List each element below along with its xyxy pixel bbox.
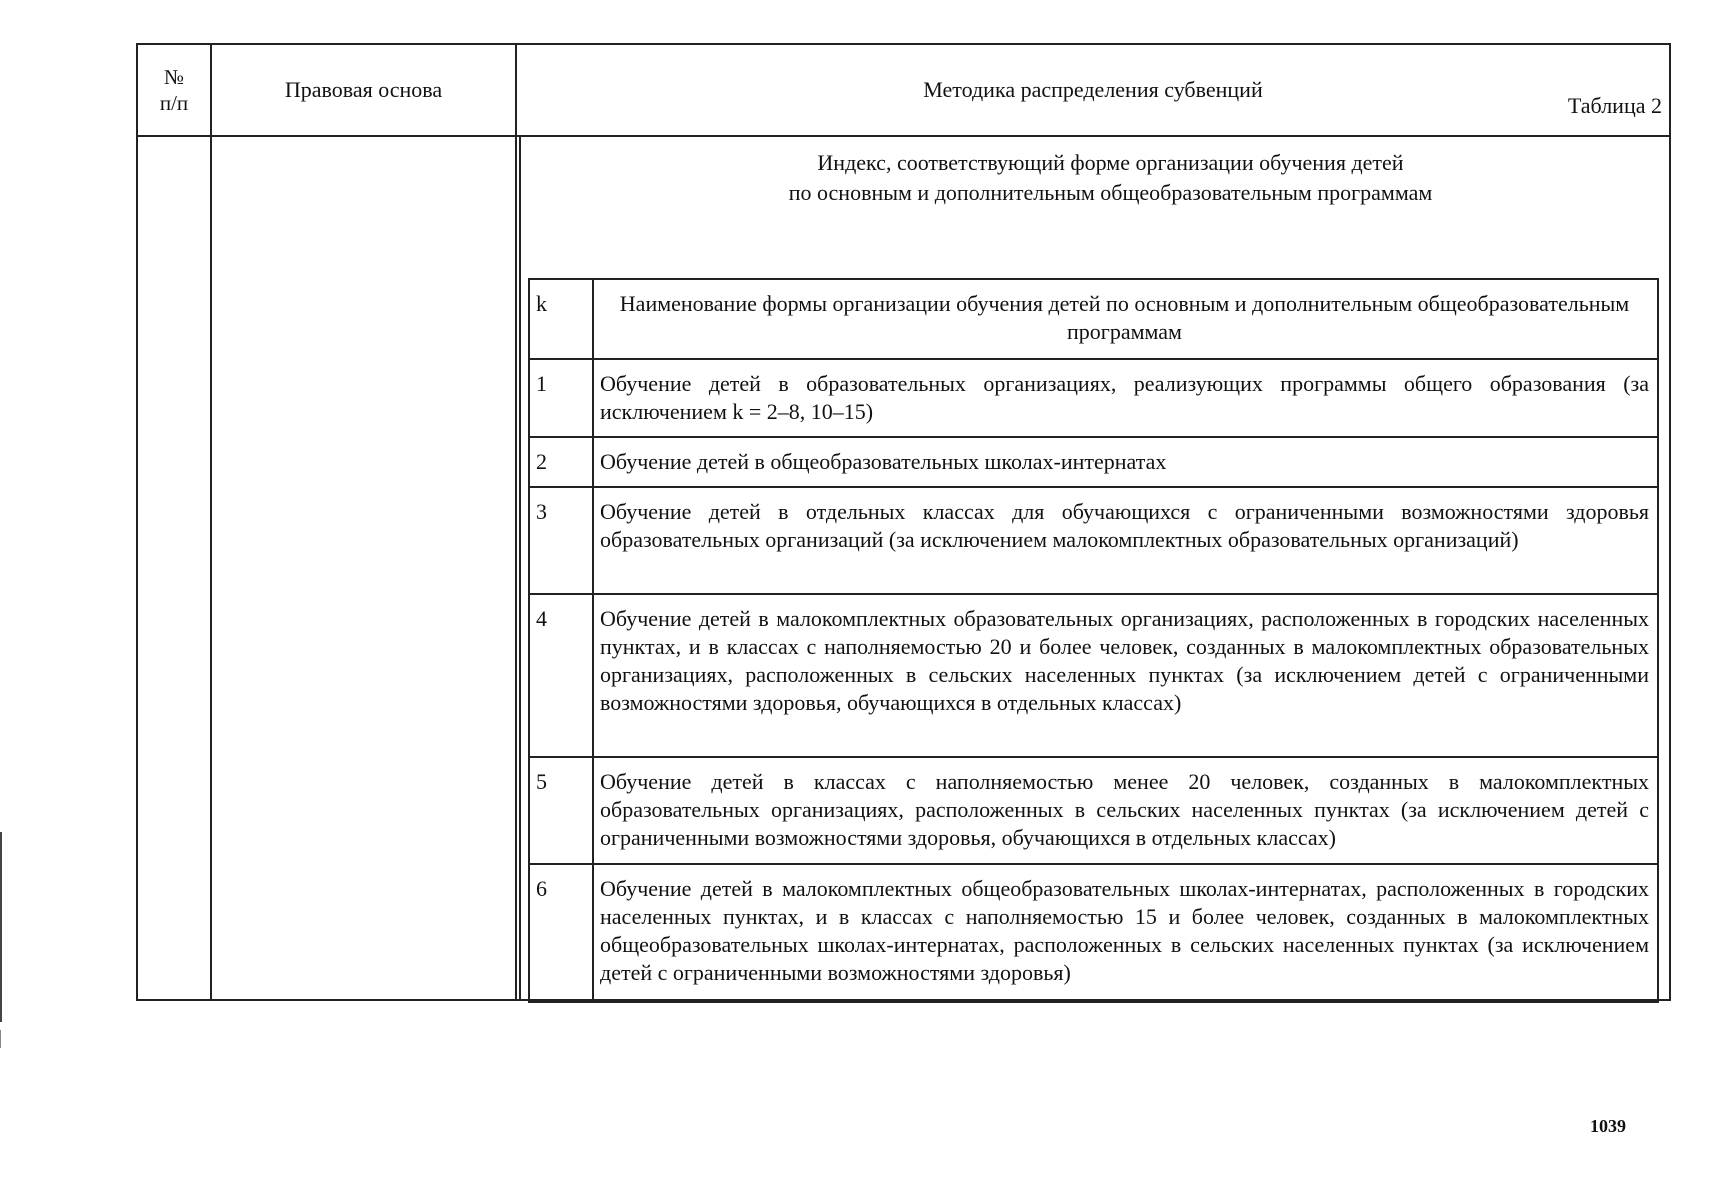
name-column-header: Наименование формы организации обучения детей по основным и дополнительным общеобразовательным программам: [619, 291, 1630, 344]
header-methodology: [517, 45, 1669, 135]
row-k-value: 3: [530, 488, 594, 593]
table-row: [530, 595, 1657, 758]
index-table: [528, 278, 1659, 1003]
caption-line-1: Индекс, соответствующий форме организации обучения детей: [817, 150, 1404, 175]
column-divider: [210, 45, 212, 999]
table-row: [530, 360, 1657, 438]
header-number-abbrev: п/п: [159, 91, 189, 115]
row-k-value: 4: [530, 595, 594, 756]
row-k-value: 2: [530, 438, 594, 486]
k-column-header: k: [530, 280, 594, 358]
column-divider: [519, 135, 521, 999]
page-number: 1039: [1590, 1116, 1626, 1136]
table-row: [530, 865, 1657, 1001]
header-methodology-label: Методика распределения субвенций: [923, 77, 1263, 102]
table-caption: [515, 148, 1706, 208]
header-legal-basis: [212, 45, 515, 135]
row-description: Обучение детей в общеобразовательных школах-интернатах: [600, 449, 1167, 474]
table-number-label: Таблица 2: [1567, 93, 1662, 118]
header-divider: [138, 135, 1669, 137]
caption-line-2: по основным и дополнительным общеобразовательным программам: [788, 180, 1433, 205]
header-legal-basis-label: Правовая основа: [284, 77, 443, 102]
header-number-symbol: №: [163, 65, 185, 89]
row-description: Обучение детей в классах с наполняемостью менее 20 человек, созданных в малокомплектных образовательных организациях, расположенных в сельских населенных пунктах (за исключением детей с ограниченными возможностями здоровья, обучающихся в отдельных классах): [600, 769, 1649, 850]
table-row: [530, 488, 1657, 595]
scan-edge-mark: [0, 1030, 1, 1048]
row-description: Обучение детей в образовательных организациях, реализующих программы общего образования (за исключением k = 2–8, 10–15): [600, 371, 1649, 424]
table-row: [530, 758, 1657, 865]
row-k-value: 6: [530, 865, 594, 1001]
row-description: Обучение детей в малокомплектных образовательных организациях, расположенных в городских населенных пунктах, и в классах с наполняемостью 20 и более человек, созданных в малокомплектных образовательных организациях, расположенных в сельских населенных пунктах (за исключением детей с ограниченными возможностями здоровья, обучающихся в отдельных классах): [600, 606, 1649, 715]
index-table-header-row: [530, 280, 1657, 360]
row-k-value: 5: [530, 758, 594, 863]
scan-edge-mark: [0, 832, 2, 1022]
table-row: [530, 438, 1657, 488]
row-description: Обучение детей в отдельных классах для обучающихся с ограниченными возможностями здоровья образовательных организаций (за исключением малокомплектных образовательных организаций): [600, 499, 1649, 552]
row-k-value: 1: [530, 360, 594, 436]
row-description: Обучение детей в малокомплектных общеобразовательных школах-интернатах, расположенных в городских населенных пунктах, и в классах с наполняемостью 15 и более человек, созданных в малокомплектных общеобразовательных школах-интернатах, расположенных в сельских населенных пунктах (за исключением детей с ограниченными возможностями здоровья): [600, 876, 1649, 985]
header-number-cell: [138, 45, 210, 135]
